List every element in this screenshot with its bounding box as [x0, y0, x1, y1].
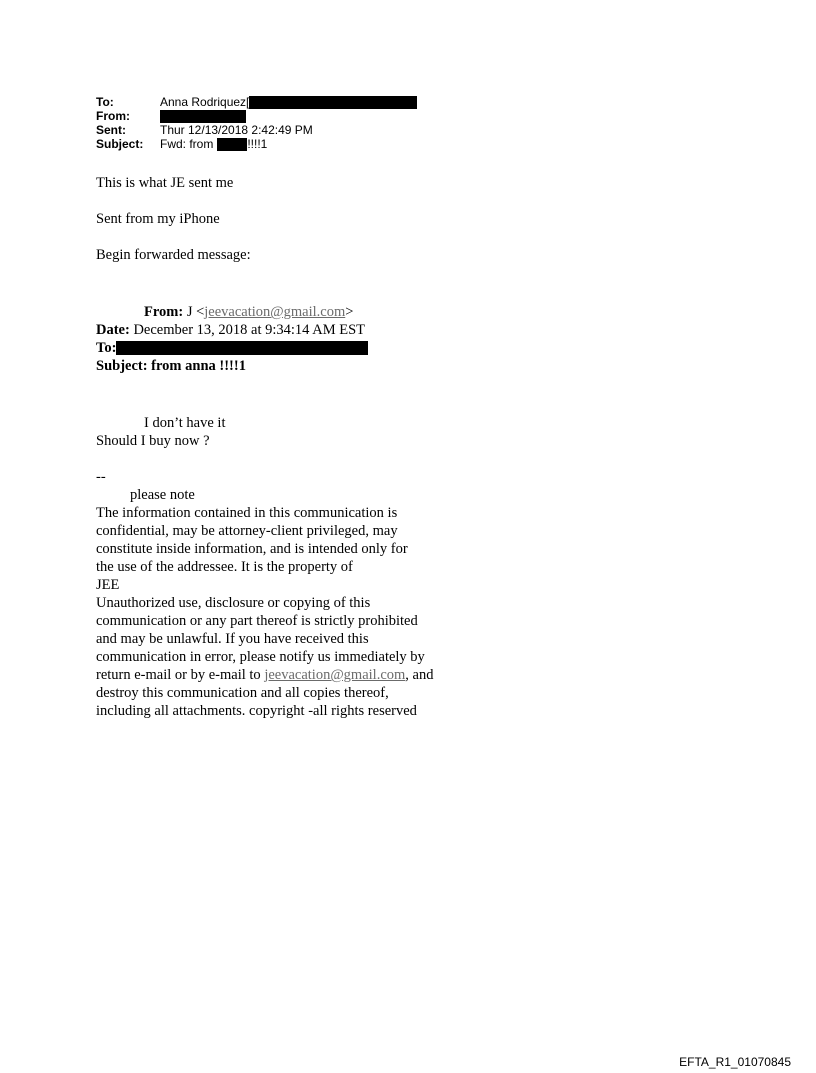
- to-value: Anna Rodriquez[: [160, 95, 250, 109]
- sent-label: Sent:: [96, 123, 126, 137]
- fwd-from-name: J <: [186, 304, 205, 320]
- redaction-bar: [217, 138, 247, 151]
- disclaimer-line: Unauthorized use, disclosure or copying of this: [96, 595, 371, 611]
- disclaimer-line: the use of the addressee. It is the property of: [96, 559, 353, 575]
- header-sent-row: [96, 123, 417, 137]
- fwd-msg-line-2: Should I buy now ?: [96, 433, 210, 449]
- disclaimer-line: communication or any part thereof is strictly prohibited: [96, 613, 418, 629]
- disclaimer-line: and may be unlawful. If you have received this: [96, 631, 369, 647]
- subject-label: Subject:: [96, 137, 144, 151]
- sent-value: Thur 12/13/2018 2:42:49 PM: [160, 123, 313, 137]
- disclaimer-line: destroy this communication and all copies thereof,: [96, 685, 389, 701]
- fwd-msg-line-1: I don’t have it: [144, 415, 226, 431]
- redaction-bar: [116, 341, 368, 355]
- fwd-from-label: From:: [144, 304, 184, 320]
- header-from-row: [96, 109, 417, 123]
- document-id: EFTA_R1_01070845: [679, 1055, 791, 1069]
- redaction-bar: [249, 96, 417, 109]
- fwd-from-close: >: [345, 304, 354, 320]
- disclaimer-line: confidential, may be attorney-client privileged, may: [96, 523, 398, 539]
- disclaimer-line: including all attachments. copyright -all rights reserved: [96, 703, 417, 719]
- fwd-date-value: December 13, 2018 at 9:34:14 AM EST: [133, 322, 366, 338]
- fwd-subject-line: Subject: from anna !!!!1: [96, 358, 246, 374]
- header-subject-row: [96, 137, 417, 151]
- disclaimer-line: constitute inside information, and is intended only for: [96, 541, 408, 557]
- return-suffix: , and: [405, 667, 434, 683]
- disclaimer-return-line: [96, 666, 433, 684]
- return-email-link[interactable]: jeevacation@gmail.com: [264, 667, 406, 683]
- to-label: To:: [96, 95, 114, 109]
- body-line-3: Begin forwarded message:: [96, 247, 251, 263]
- fwd-date-row: [96, 321, 368, 339]
- signature-block: [96, 468, 433, 720]
- body-line-1: This is what JE sent me: [96, 175, 234, 191]
- fwd-to-row: [96, 339, 368, 357]
- sig-note: please note: [130, 487, 195, 503]
- fwd-from-row: [96, 303, 368, 321]
- subject-prefix: Fwd: from: [160, 137, 214, 151]
- fwd-date-label: Date:: [96, 322, 130, 338]
- fwd-to-label: To:: [96, 340, 117, 356]
- header-to-row: [96, 95, 417, 109]
- redaction-bar: [160, 110, 246, 123]
- disclaimer-line: The information contained in this communication is: [96, 505, 398, 521]
- body-line-2: Sent from my iPhone: [96, 211, 220, 227]
- forwarded-header: [96, 303, 368, 375]
- return-prefix: return e-mail or by e-mail to: [96, 667, 265, 683]
- sig-dashes: --: [96, 469, 106, 485]
- subject-suffix: !!!!1: [247, 137, 268, 151]
- disclaimer-line: communication in error, please notify us immediately by: [96, 649, 425, 665]
- email-header: [96, 95, 417, 151]
- disclaimer-line: JEE: [96, 577, 120, 593]
- forwarded-message: [96, 414, 225, 450]
- fwd-from-email-link[interactable]: jeevacation@gmail.com: [204, 304, 346, 320]
- from-label: From:: [96, 109, 130, 123]
